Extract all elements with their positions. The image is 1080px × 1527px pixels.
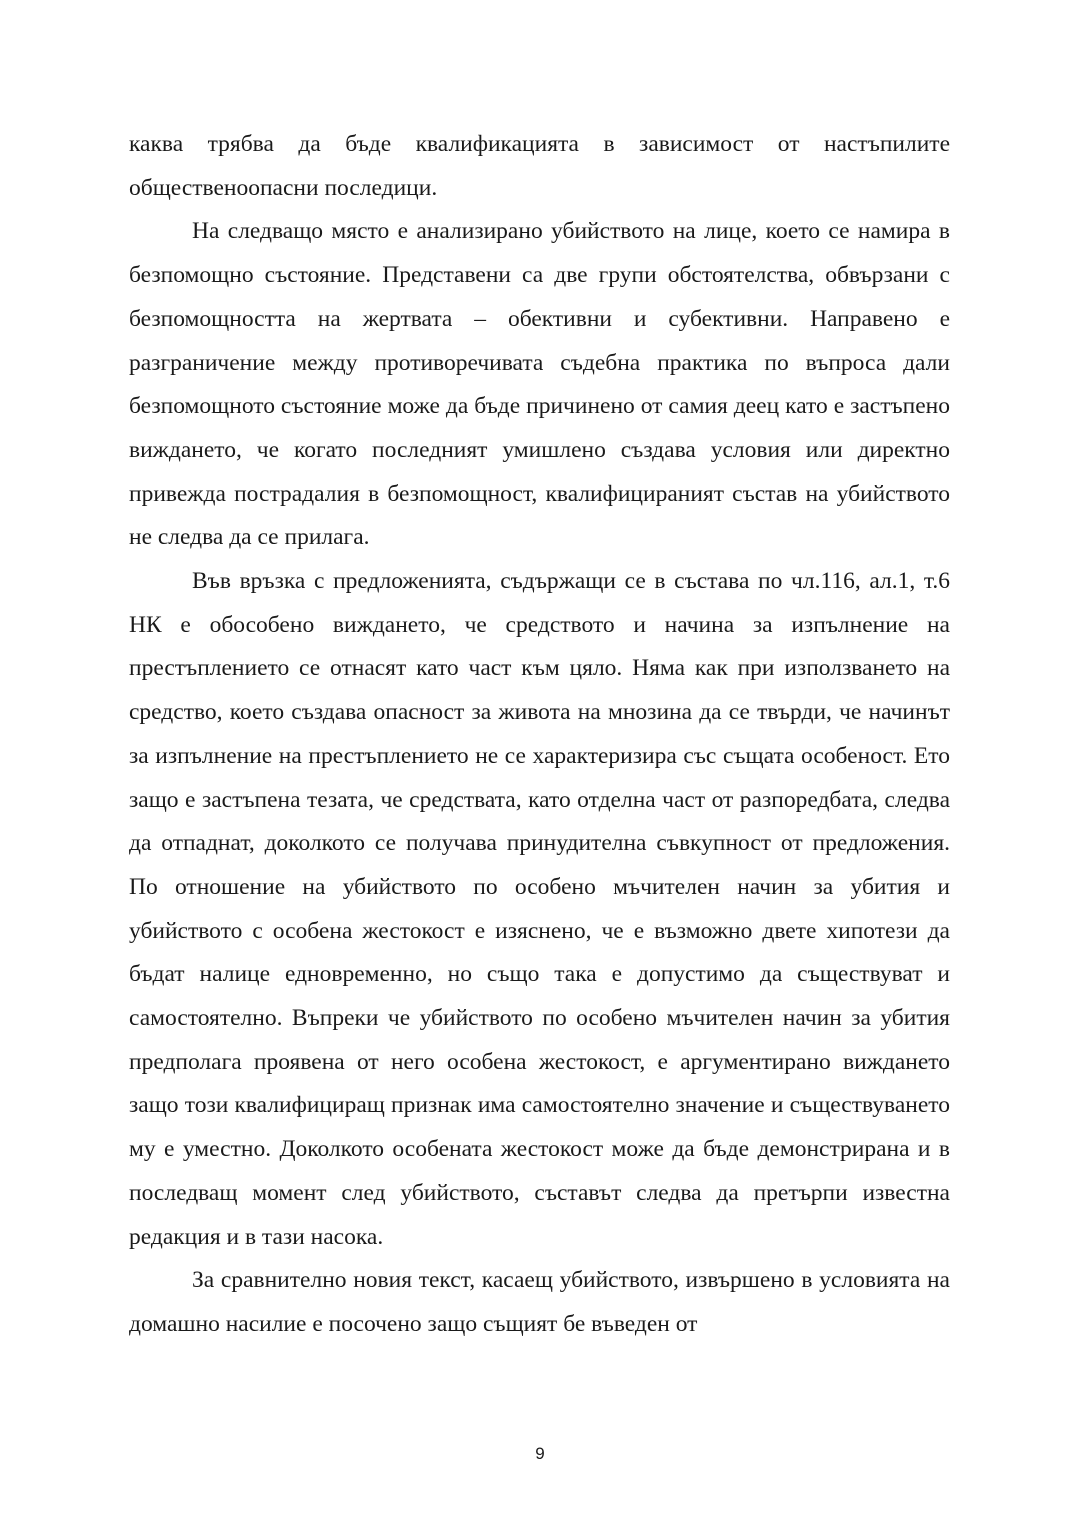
paragraph-continuation: каква трябва да бъде квалификацията в зависимост от настъпилите общественоопасни последици. [129,131,950,201]
document-body [129,123,950,1347]
paragraph-domestic-violence: За сравнително новия текст, касаещ убийството, извършено в условията на домашно насилие е посочено защо същият бе въведен от [129,1267,950,1337]
page-number: 9 [535,1444,545,1463]
paragraph-means-and-method: Във връзка с предложенията, съдържащи се в състава по чл.116, ал.1, т.6 НК е обособено виждането, че средството и начина за изпълнение на престъплението се отнасят като част към цяло. Няма как при използването на средство, което създава опасност за живота на мнозина да се твърди, че начинът за изпълнение на престъплението не се характеризира със същата особеност. Ето защо е застъпена тезата, че средствата, като отделна част от разпоредбата, следва да отпаднат, доколкото се получава принудителна съвкупност от предложения. По отношение на убийството по особено мъчителен начин за убития и убийството с особена жестокост е изяснено, че е възможно двете хипотези да бъдат налице едновременно, но също така е допустимо да съществуват и самостоятелно. Въпреки че убийството по особено мъчителен начин за убития предполага проявена от него особена жестокост, е аргументирано виждането защо този квалифициращ признак има самостоятелно значение и съществуването му е уместно. Доколкото особената жестокост може да бъде демонстрирана и в последващ момент след убийството, съставът следва да претърпи известна редакция и в тази насока. [129,568,950,1250]
paragraph-helpless-state: На следващо място е анализирано убийството на лице, което се намира в безпомощно състояние. Представени са две групи обстоятелства, обвързани с безпомощността на жертвата – обективни и субективни. Направено е разграничение между противоречивата съдебна практика по въпроса дали безпомощното състояние може да бъде причинено от самия деец като е застъпено виждането, че когато последният умишлено създава условия или директно привежда пострадалия в безпомощност, квалифицираният състав на убийството не следва да се прилага. [129,218,950,551]
